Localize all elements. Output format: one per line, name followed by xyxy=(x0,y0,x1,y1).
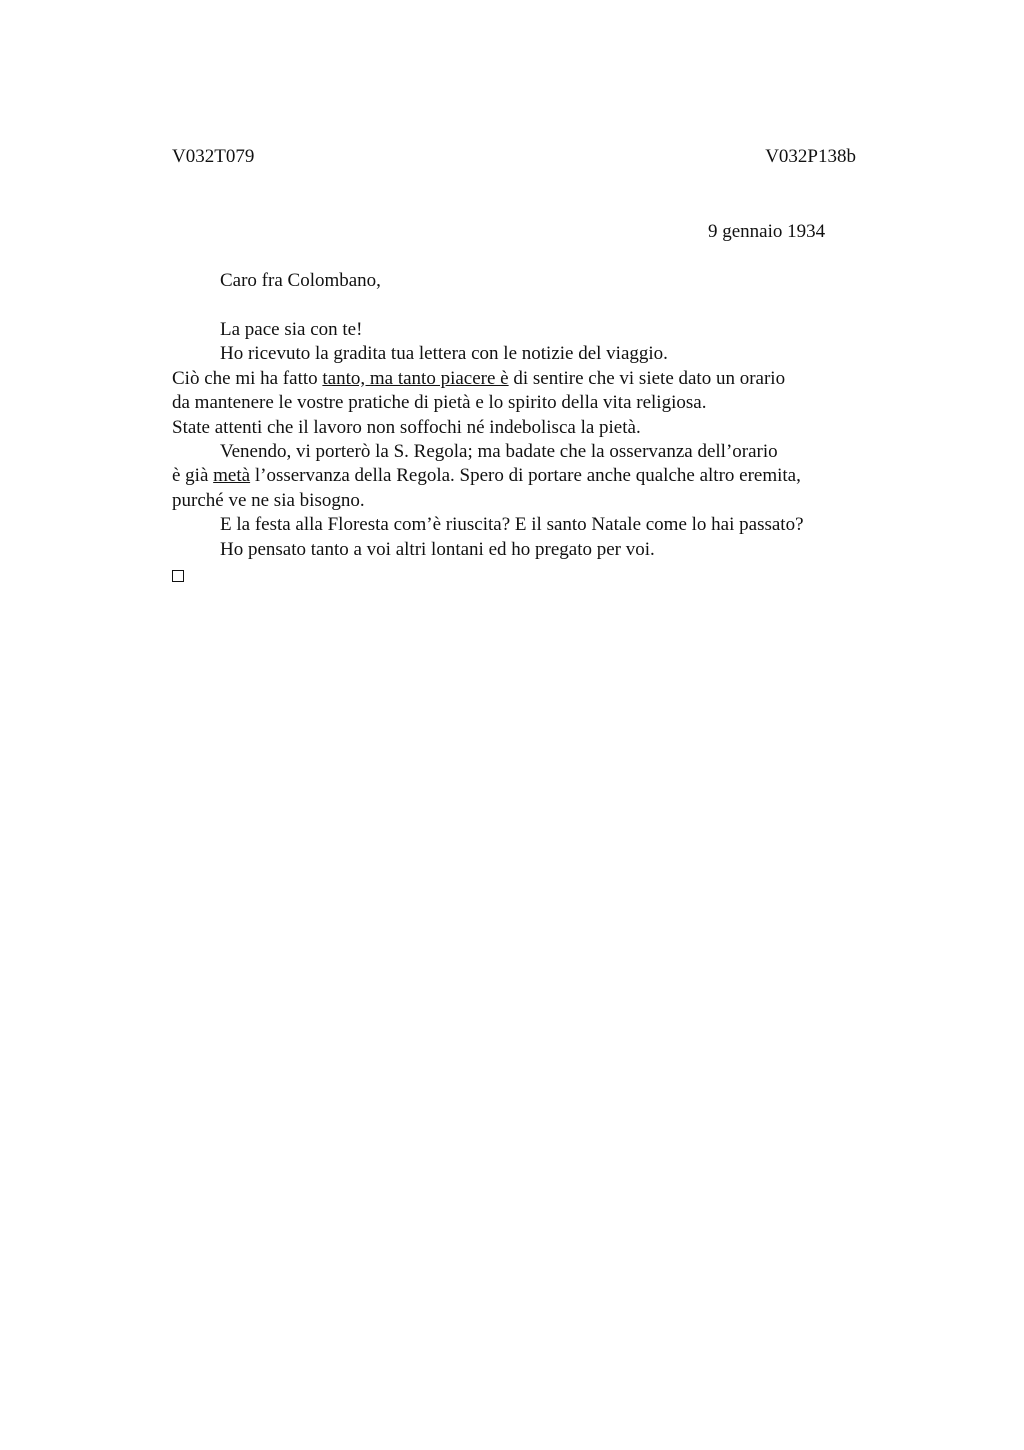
body-line xyxy=(172,464,862,488)
document-code: V032T079 xyxy=(172,146,255,167)
square-end-icon xyxy=(172,570,184,582)
body-line: State attenti che il lavoro non soffochi né indebolisca la pietà. xyxy=(172,416,641,438)
body-line: E la festa alla Floresta com’è riuscita? E il santo Natale come lo hai passato? xyxy=(220,514,804,536)
text-segment: Ciò che mi ha fatto xyxy=(172,367,323,389)
page-code: V032P138b xyxy=(765,146,856,167)
body-line: Ho pensato tanto a voi altri lontani ed ho pregato per voi. xyxy=(220,538,655,560)
page-header xyxy=(172,146,856,170)
body-line: da mantenere le vostre pratiche di pietà e lo spirito della vita religiosa. xyxy=(172,392,707,414)
end-marker xyxy=(172,562,862,589)
body-line: Venendo, vi porterò la S. Regola; ma badate che la osservanza dell’orario xyxy=(220,441,778,463)
body-line xyxy=(172,367,862,391)
underlined-text: metà xyxy=(213,465,251,487)
text-segment: è già xyxy=(172,465,214,487)
letter-date: 9 gennaio 1934 xyxy=(708,221,826,242)
letter-body xyxy=(172,318,862,589)
text-segment: di sentire che vi siete dato un orario xyxy=(508,367,786,389)
underlined-text: tanto, ma tanto piacere è xyxy=(322,367,509,389)
body-line: Ho ricevuto la gradita tua lettera con le notizie del viaggio. xyxy=(220,343,668,365)
salutation: Caro fra Colombano, xyxy=(220,270,381,291)
body-line: La pace sia con te! xyxy=(220,319,363,340)
body-line: purché ve ne sia bisogno. xyxy=(172,489,365,511)
text-segment: l’osservanza della Regola. Spero di portare anche qualche altro eremita, xyxy=(250,465,801,487)
